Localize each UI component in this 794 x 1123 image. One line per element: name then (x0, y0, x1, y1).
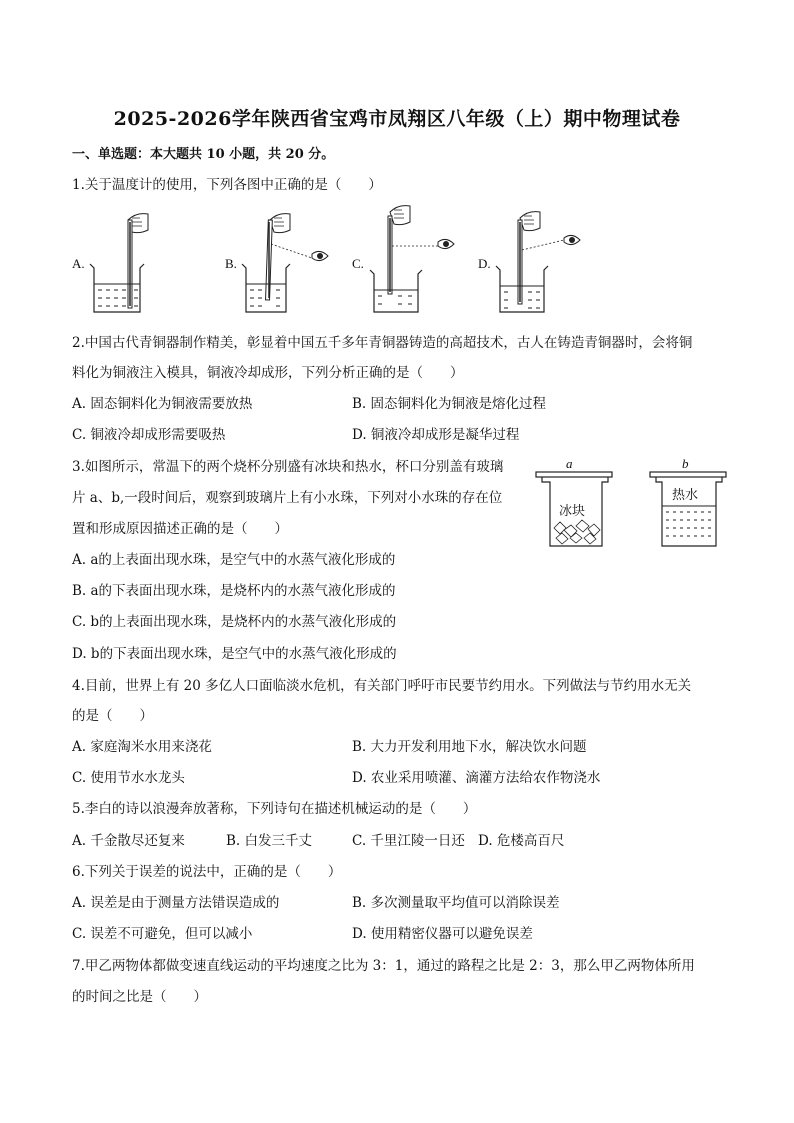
q2-option-d: D. 铜液冷却成形是凝华过程 (352, 427, 520, 443)
q3-option-d: D. b的下表面出现水珠，是空气中的水蒸气液化形成的 (72, 646, 397, 662)
q1-option-a-label: A. (72, 256, 85, 271)
q1-figure-d (494, 206, 594, 314)
q1-figure-c (368, 200, 468, 314)
question-4-line-1: 4.目前，世界上有 20 多亿人口面临淡水危机，有关部门呼吁市民要节约用水。下列做法与节约用水无关 (72, 678, 692, 694)
question-2-line-1: 2.中国古代青铜器制作精美，彰显着中国五千多年青铜器铸造的高超技术，古人在铸造青铜器时，会将铜 (72, 335, 693, 351)
q6-option-b: B. 多次测量取平均值可以消除误差 (352, 895, 560, 911)
q1-option-c-label: C. (352, 256, 364, 271)
q4-option-c: C. 使用节水水龙头 (72, 770, 185, 786)
q6-option-a: A. 误差是由于测量方法错误造成的 (72, 895, 280, 911)
page-title: 2025-2026学年陕西省宝鸡市凤翔区八年级（上）期中物理试卷 (113, 108, 681, 130)
q5-option-c: C. 千里江陵一日还 (352, 833, 465, 849)
question-7-line-2: 的时间之比是（ ） (72, 989, 207, 1005)
q3-option-c: C. b的上表面出现水珠，是烧杯内的水蒸气液化形成的 (72, 614, 397, 630)
q4-option-b: B. 大力开发利用地下水，解决饮水问题 (352, 739, 587, 755)
section-heading: 一、单选题：本大题共 10 小题，共 20 分。 (72, 147, 335, 162)
beaker-b-label: b (682, 456, 689, 471)
q1-option-b-label: B. (225, 256, 237, 271)
q3-option-a: A. a的上表面出现水珠，是空气中的水蒸气液化形成的 (72, 552, 396, 568)
q5-option-d: D. 危楼高百尺 (478, 833, 565, 849)
question-2-line-2: 料化为铜液注入模具，铜液冷却成形，下列分析正确的是（ ） (72, 365, 464, 381)
q2-option-a: A. 固态铜料化为铜液需要放热 (72, 396, 253, 412)
question-3-line-1: 3.如图所示，常温下的两个烧杯分别盛有冰块和热水，杯口分别盖有玻璃 (72, 459, 504, 475)
q2-option-c: C. 铜液冷却成形需要吸热 (72, 427, 226, 443)
beaker-a-label: a (566, 456, 573, 471)
question-1-stem: 1.关于温度计的使用，下列各图中正确的是（ ） (72, 177, 382, 193)
question-3-line-2: 片 a、b,一段时间后，观察到玻璃片上有小水珠，下列对小水珠的存在位 (72, 490, 503, 506)
hot-water-label: 热水 (672, 488, 699, 503)
q6-option-d: D. 使用精密仪器可以避免误差 (352, 926, 533, 942)
question-5-stem: 5.李白的诗以浪漫奔放著称，下列诗句在描述机械运动的是（ ） (72, 801, 477, 817)
q1-option-d-label: D. (478, 256, 491, 271)
question-3-line-3: 置和形成原因描述正确的是（ ） (72, 521, 288, 537)
q3-option-b: B. a的下表面出现水珠，是烧杯内的水蒸气液化形成的 (72, 583, 396, 599)
question-6-stem: 6.下列关于误差的说法中，正确的是（ ） (72, 864, 342, 880)
q4-option-a: A. 家庭淘米水用来浇花 (72, 739, 212, 755)
q1-figure-b (240, 208, 340, 314)
q1-figure-a (88, 208, 148, 314)
q2-option-b: B. 固态铜料化为铜液是熔化过程 (352, 396, 547, 412)
ice-label: 冰块 (559, 504, 586, 519)
question-7-line-1: 7.甲乙两物体都做变速直线运动的平均速度之比为 3：1，通过的路程之比是 2：3，那么甲乙两物体所用 (72, 958, 695, 974)
q4-option-d: D. 农业采用喷灌、滴灌方法给农作物浇水 (352, 770, 601, 786)
q5-option-b: B. 白发三千丈 (226, 833, 313, 849)
question-4-line-2: 的是（ ） (72, 708, 153, 724)
q5-option-a: A. 千金散尽还复来 (72, 833, 185, 849)
q6-option-c: C. 误差不可避免，但可以减小 (72, 926, 253, 942)
